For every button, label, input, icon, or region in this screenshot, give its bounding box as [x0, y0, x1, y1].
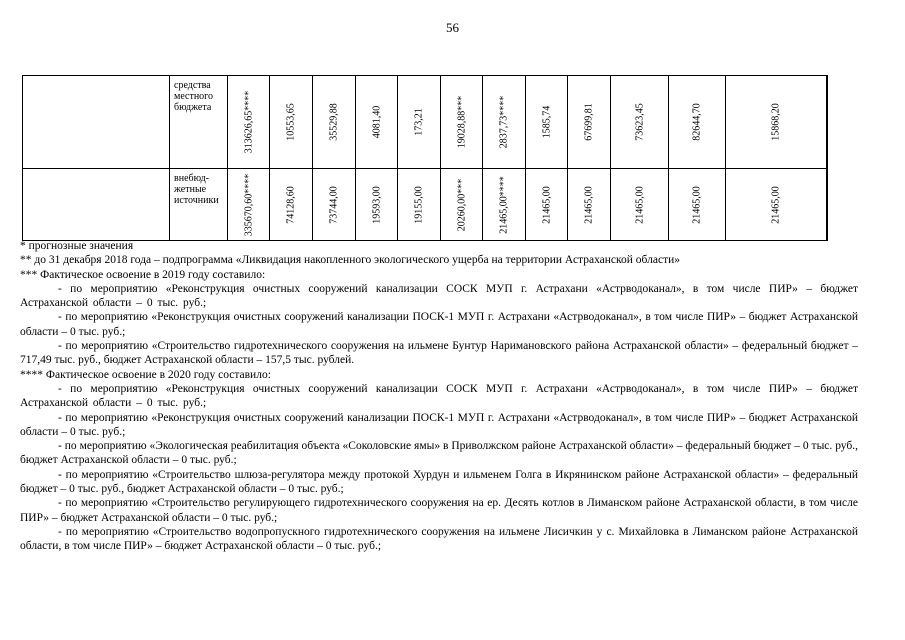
table-cell: 19028,88*** — [441, 76, 483, 169]
table-cell-empty — [23, 76, 170, 169]
footnote-2018: ** до 31 декабря 2018 года – подпрограмма «Ликвидация накопленного экологического ущерба на территории Астраханской области» — [20, 254, 681, 267]
footnote-2020-item: - по мероприятию «Строительство шлюза-регулятора между протокой Хурдун и ильменем Голга в Икрянинском районе Астраханской области» – федеральный бюджет – 0 тыс. руб., бюджет Астраханской области – 0 тыс. руб.; — [20, 468, 858, 496]
table-cell: 73744,00 — [313, 169, 356, 241]
table-cell: 15868,20 — [726, 76, 827, 169]
table-cell: 21465,00 — [568, 169, 611, 241]
footnote-2019-heading: *** Фактическое освоение в 2019 году составило: — [20, 268, 266, 281]
footnote-2020-item: - по мероприятию «Реконструкция очистных сооружений канализации ПОСК-1 МУП г. Астрахани «Астрводоканал», в том числе ПИР» – бюджет Астраханской области – 0 тыс. руб.; — [20, 411, 858, 438]
footnote-forecast: * прогнозные значения — [20, 240, 134, 252]
table-cell: 35529,88 — [313, 76, 356, 169]
footnote-2020-item: - по мероприятию «Реконструкция очистных сооружений канализации СОСК МУП г. Астрахани «Астрводоканал», в том числе ПИР» – бюджет Астраханской области – 0 тыс. руб.; — [20, 382, 858, 410]
table-cell: 19155,00 — [398, 169, 441, 241]
table-cell: 20260,00*** — [441, 169, 483, 241]
table-row-extrabudgetary — [23, 169, 828, 241]
table-cell: 1585,74 — [526, 76, 568, 169]
table-cell: 10553,65 — [270, 76, 313, 169]
footnote-2019-item: - по мероприятию «Реконструкция очистных сооружений канализации ПОСК-1 МУП г. Астрахани «Астрводоканал», в том числе ПИР» – бюджет Астраханской области – 0 тыс. руб.; — [20, 311, 858, 338]
row-label-local-budget: средства местного бюджета — [170, 76, 228, 169]
table-cell: 21465,00**** — [483, 169, 526, 241]
table-cell-empty — [23, 169, 170, 241]
table-cell: 21465,00 — [611, 169, 669, 241]
table-cell: 2837,73**** — [483, 76, 526, 169]
table-cell-empty — [827, 169, 828, 241]
footnotes — [20, 239, 858, 554]
footnote-2020-item: - по мероприятию «Строительство водопропускного гидротехнического сооружения на ильмене Лисичкин у с. Михайловка в Лиманском районе Астраханской области, в том числе ПИР» – бюджет Астраханской области – 0 тыс. руб.; — [20, 525, 858, 553]
page-number: 56 — [446, 20, 459, 35]
table-cell: 4081,40 — [356, 76, 398, 169]
table-cell: 313626,65**** — [228, 76, 270, 169]
table-cell: 74128,60 — [270, 169, 313, 241]
footnote-2020-item: - по мероприятию «Экологическая реабилитация объекта «Соколовские ямы» в Приволжском районе Астраханской области» – федеральный бюджет – 0 тыс. руб., бюджет Астраханской области – 0 тыс. руб.; — [20, 440, 858, 467]
table-cell: 21465,00 — [726, 169, 827, 241]
row-label-extrabudgetary: внебюд-жетные источники — [170, 169, 228, 241]
table-cell: 82644,70 — [669, 76, 726, 169]
table-cell: 21465,00 — [669, 169, 726, 241]
table-cell-empty — [827, 76, 828, 169]
table-cell: 67699,81 — [568, 76, 611, 169]
table-cell: 73623,45 — [611, 76, 669, 169]
footnote-2020-heading: **** Фактическое освоение в 2020 году составило: — [20, 368, 271, 381]
budget-table — [22, 75, 828, 241]
footnote-2019-item: - по мероприятию «Реконструкция очистных сооружений канализации СОСК МУП г. Астрахани «Астрводоканал», в том числе ПИР» – бюджет Астраханской области – 0 тыс. руб.; — [20, 282, 858, 310]
table-cell: 335670,60**** — [228, 169, 270, 241]
table-cell: 19593,00 — [356, 169, 398, 241]
table-cell: 21465,00 — [526, 169, 568, 241]
table-row-local-budget — [23, 76, 828, 169]
footnote-2020-item: - по мероприятию «Строительство регулирующего гидротехнического сооружения на ер. Десять котлов в Лиманском районе Астраханской области, в том числе ПИР» – бюджет Астраханской области – 0 тыс. руб.; — [20, 497, 858, 524]
table-cell: 173,21 — [398, 76, 441, 169]
footnote-2019-item: - по мероприятию «Строительство гидротехнического сооружения на ильмене Бунтур Наримановского района Астраханской области» – федеральный бюджет – 717,49 тыс. руб., бюджет Астраханской области – 157,5 тыс. рублей. — [20, 340, 858, 367]
